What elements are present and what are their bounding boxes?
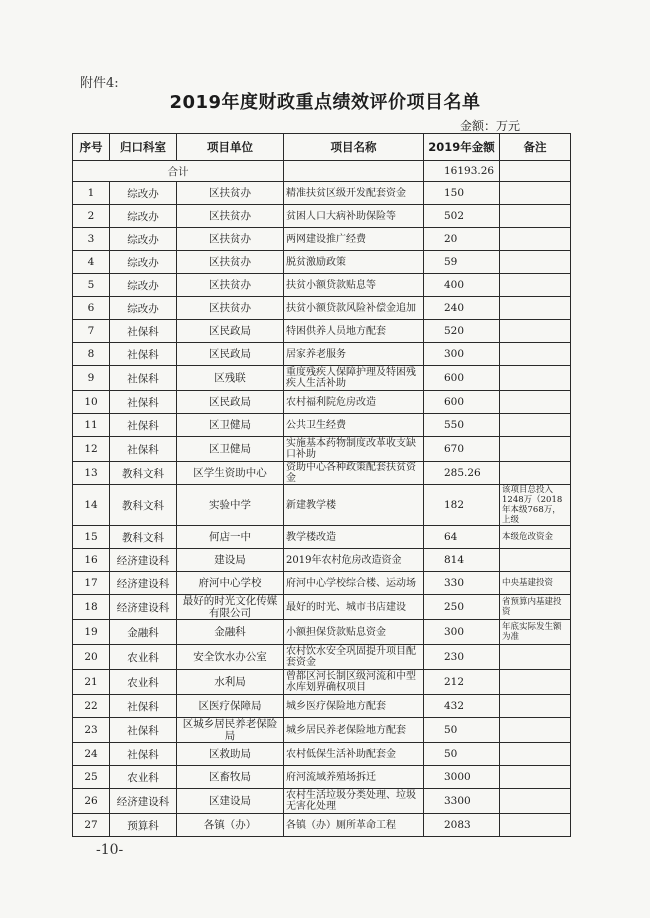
row-dept: 社保科 [110,391,177,414]
document-title: 2019年度财政重点绩效评价项目名单 [169,92,481,113]
row-note: 省预算内基建投资 [500,595,571,620]
row-project-name: 城乡居民养老保险地方配套 [284,718,424,743]
row-amount: 50 [424,718,500,743]
row-dept: 经济建设科 [110,789,177,814]
row-dept: 社保科 [110,366,177,391]
row-unit: 区城乡居民养老保险局 [177,718,284,743]
row-number: 5 [73,274,110,297]
row-note [500,297,571,320]
table-row [73,343,571,366]
table-row [73,743,571,766]
row-note [500,228,571,251]
row-unit: 区扶贫办 [177,274,284,297]
row-note [500,274,571,297]
table-row [73,766,571,789]
table-row [73,391,571,414]
row-project-name: 农村低保生活补助配套金 [284,743,424,766]
row-project-name: 重度残疾人保障护理及特困残疾人生活补助 [284,366,424,391]
table-row [73,695,571,718]
row-unit: 区扶贫办 [177,205,284,228]
row-note [500,205,571,228]
row-unit: 区扶贫办 [177,297,284,320]
row-number: 4 [73,251,110,274]
row-amount: 330 [424,572,500,595]
table-row [73,182,571,205]
table-row [73,205,571,228]
row-project-name: 教学楼改造 [284,526,424,549]
row-number: 16 [73,549,110,572]
row-note [500,462,571,485]
row-note: 年底实际发生额为准 [500,620,571,645]
row-unit: 建设局 [177,549,284,572]
row-unit: 区救助局 [177,743,284,766]
row-unit: 何店一中 [177,526,284,549]
table-row [73,274,571,297]
table-row [73,437,571,462]
row-dept: 经济建设科 [110,549,177,572]
header-unit: 项目单位 [177,134,284,161]
row-unit: 安全饮水办公室 [177,645,284,670]
row-note [500,343,571,366]
row-project-name: 府河流域养殖场拆迁 [284,766,424,789]
row-number: 13 [73,462,110,485]
table-row [73,620,571,645]
row-dept: 综改办 [110,182,177,205]
table-row [73,462,571,485]
row-dept: 社保科 [110,414,177,437]
row-amount: 300 [424,343,500,366]
row-dept: 教科文科 [110,462,177,485]
row-note [500,789,571,814]
row-dept: 农业科 [110,766,177,789]
row-project-name: 各镇（办）厕所革命工程 [284,814,424,837]
row-project-name: 两网建设推广经费 [284,228,424,251]
page-number: -10- [96,842,124,858]
row-dept: 预算科 [110,814,177,837]
row-number: 17 [73,572,110,595]
row-dept: 社保科 [110,437,177,462]
row-project-name: 小额担保贷款贴息资金 [284,620,424,645]
row-number: 12 [73,437,110,462]
row-project-name: 最好的时光、城市书店建设 [284,595,424,620]
row-project-name: 2019年农村危房改造资金 [284,549,424,572]
row-amount: 400 [424,274,500,297]
row-note [500,437,571,462]
row-note [500,814,571,837]
row-note [500,366,571,391]
row-unit: 区建设局 [177,789,284,814]
row-unit: 区民政局 [177,320,284,343]
row-amount: 59 [424,251,500,274]
row-number: 27 [73,814,110,837]
row-number: 23 [73,718,110,743]
row-number: 10 [73,391,110,414]
row-unit: 水利局 [177,670,284,695]
table-row [73,320,571,343]
table-row [73,366,571,391]
row-project-name: 曾都区河长制区级河流和中型水库划界确权项目 [284,670,424,695]
row-dept: 综改办 [110,297,177,320]
row-dept: 教科文科 [110,526,177,549]
table-row [73,572,571,595]
row-amount: 250 [424,595,500,620]
row-amount: 432 [424,695,500,718]
row-project-name: 资助中心各种政策配套扶贫资金 [284,462,424,485]
row-number: 1 [73,182,110,205]
row-dept: 社保科 [110,695,177,718]
row-note [500,182,571,205]
row-amount: 230 [424,645,500,670]
table-row [73,297,571,320]
row-number: 22 [73,695,110,718]
row-note [500,718,571,743]
row-number: 19 [73,620,110,645]
row-amount: 600 [424,391,500,414]
row-dept: 经济建设科 [110,595,177,620]
row-number: 2 [73,205,110,228]
row-unit: 区民政局 [177,391,284,414]
row-dept: 教科文科 [110,485,177,526]
row-number: 9 [73,366,110,391]
row-unit: 区卫健局 [177,437,284,462]
row-unit: 区卫健局 [177,414,284,437]
row-number: 26 [73,789,110,814]
row-project-name: 居家养老服务 [284,343,424,366]
project-list-table [72,133,571,837]
row-unit: 最好的时光文化传媒有限公司 [177,595,284,620]
row-project-name: 农村福利院危房改造 [284,391,424,414]
row-project-name: 城乡医疗保险地方配套 [284,695,424,718]
row-dept: 社保科 [110,320,177,343]
row-project-name: 实施基本药物制度改革收支缺口补助 [284,437,424,462]
row-unit: 区学生资助中心 [177,462,284,485]
row-amount: 2083 [424,814,500,837]
row-project-name: 精准扶贫区级开发配套资金 [284,182,424,205]
total-label: 合计 [73,161,284,182]
row-unit: 区扶贫办 [177,251,284,274]
row-dept: 综改办 [110,228,177,251]
row-number: 18 [73,595,110,620]
row-project-name: 农村生活垃圾分类处理、垃圾无害化处理 [284,789,424,814]
row-amount: 550 [424,414,500,437]
row-dept: 经济建设科 [110,572,177,595]
amount-unit-label: 金额：万元 [460,119,521,133]
row-project-name: 府河中心学校综合楼、运动场 [284,572,424,595]
row-number: 20 [73,645,110,670]
row-amount: 670 [424,437,500,462]
table-row [73,228,571,251]
row-amount: 212 [424,670,500,695]
row-note [500,695,571,718]
row-dept: 综改办 [110,205,177,228]
total-amount: 16193.26 [424,161,500,182]
row-note [500,549,571,572]
row-amount: 300 [424,620,500,645]
table-row [73,549,571,572]
row-amount: 64 [424,526,500,549]
row-amount: 502 [424,205,500,228]
table-body [73,161,571,837]
row-dept: 金融科 [110,620,177,645]
row-note: 本级危改资金 [500,526,571,549]
row-project-name: 脱贫激励政策 [284,251,424,274]
total-note-cell [500,161,571,182]
row-number: 15 [73,526,110,549]
row-unit: 金融科 [177,620,284,645]
row-unit: 区民政局 [177,343,284,366]
row-note: 该项目总投入1248万（2018年本级768万，上级 [500,485,571,526]
row-dept: 综改办 [110,274,177,297]
row-dept: 社保科 [110,343,177,366]
row-unit: 区畜牧局 [177,766,284,789]
row-note [500,414,571,437]
row-amount: 240 [424,297,500,320]
table-row [73,670,571,695]
table-row [73,251,571,274]
row-dept: 综改办 [110,251,177,274]
header-amount: 2019年金额 [424,134,500,161]
row-project-name: 农村饮水安全巩固提升项目配套资金 [284,645,424,670]
row-number: 6 [73,297,110,320]
row-number: 24 [73,743,110,766]
row-unit: 区医疗保障局 [177,695,284,718]
row-amount: 182 [424,485,500,526]
row-amount: 600 [424,366,500,391]
table-row [73,485,571,526]
attachment-label: 附件4: [80,76,119,91]
row-project-name: 贫困人口大病补助保险等 [284,205,424,228]
row-number: 3 [73,228,110,251]
row-amount: 3000 [424,766,500,789]
row-amount: 285.26 [424,462,500,485]
header-name: 项目名称 [284,134,424,161]
row-note [500,251,571,274]
row-amount: 150 [424,182,500,205]
header-row [73,134,571,161]
row-note: 中央基建投资 [500,572,571,595]
row-number: 11 [73,414,110,437]
header-dept: 归口科室 [110,134,177,161]
row-note [500,743,571,766]
row-amount: 50 [424,743,500,766]
row-dept: 农业科 [110,670,177,695]
header-note: 备注 [500,134,571,161]
row-project-name: 公共卫生经费 [284,414,424,437]
total-empty-cell [284,161,424,182]
table-row [73,414,571,437]
row-dept: 社保科 [110,718,177,743]
row-unit: 实验中学 [177,485,284,526]
row-unit: 府河中心学校 [177,572,284,595]
row-amount: 20 [424,228,500,251]
row-number: 8 [73,343,110,366]
row-note [500,645,571,670]
row-dept: 社保科 [110,743,177,766]
row-unit: 区扶贫办 [177,228,284,251]
table-row [73,595,571,620]
table-row [73,789,571,814]
total-row [73,161,571,182]
row-project-name: 扶贫小额贷款贴息等 [284,274,424,297]
row-project-name: 新建教学楼 [284,485,424,526]
table-header [73,134,571,161]
table-row [73,814,571,837]
table-row [73,645,571,670]
row-amount: 3300 [424,789,500,814]
row-unit: 各镇（办） [177,814,284,837]
header-no: 序号 [73,134,110,161]
row-dept: 农业科 [110,645,177,670]
row-unit: 区残联 [177,366,284,391]
row-unit: 区扶贫办 [177,182,284,205]
table-row [73,718,571,743]
row-note [500,320,571,343]
row-project-name: 特困供养人员地方配套 [284,320,424,343]
row-number: 25 [73,766,110,789]
row-number: 7 [73,320,110,343]
row-number: 21 [73,670,110,695]
table-row [73,526,571,549]
row-amount: 520 [424,320,500,343]
row-note [500,670,571,695]
row-amount: 814 [424,549,500,572]
row-note [500,766,571,789]
row-project-name: 扶贫小额贷款风险补偿金追加 [284,297,424,320]
row-number: 14 [73,485,110,526]
row-note [500,391,571,414]
